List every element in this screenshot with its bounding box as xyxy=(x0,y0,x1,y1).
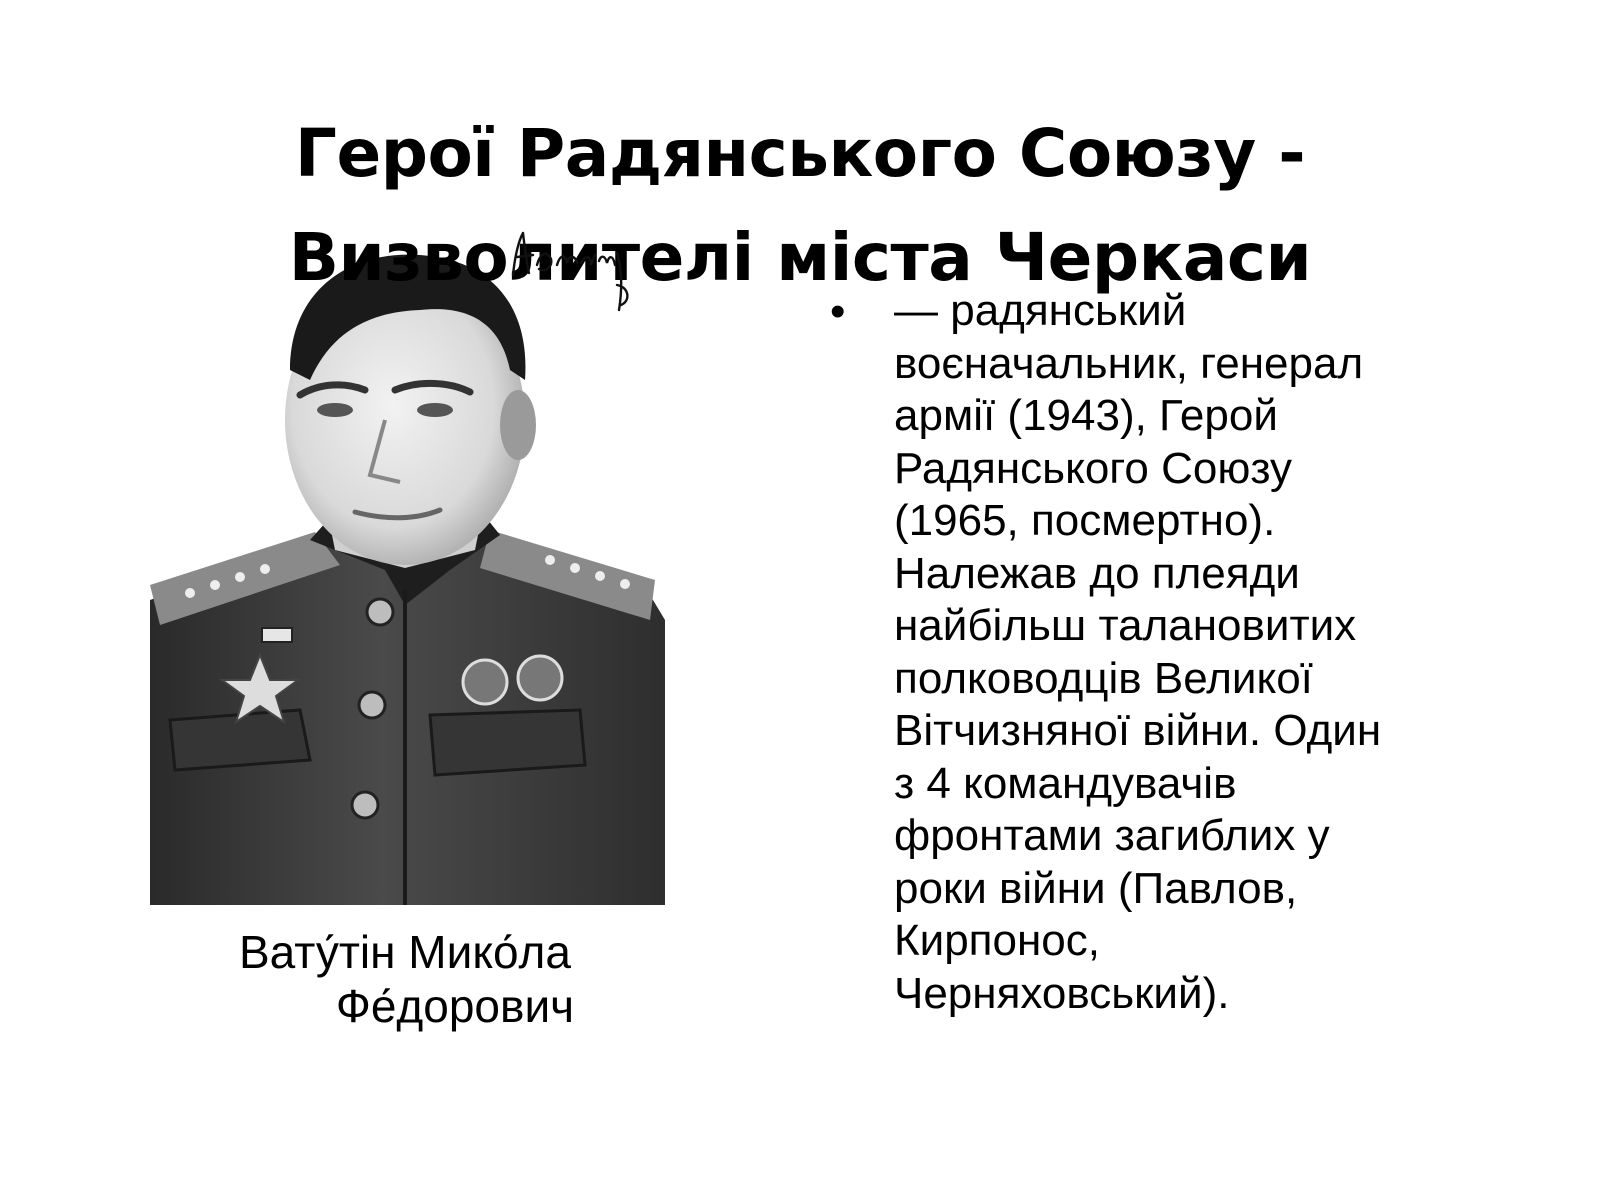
slide-title xyxy=(0,102,1600,310)
bio-text: — радянський воєначальник, генерал армії (1943), Герой Радянського Союзу (1965, посмертно). Належав до плеяди найбільш талановитих полководців Великої Вітчизняної війни. Один з 4 командувачів фронтами загиблих у роки війни (Павлов, Кирпонос, Черняховський). xyxy=(894,286,1382,1018)
portrait-photo xyxy=(150,250,665,905)
caption-line-1: Вату́тін Мико́ла xyxy=(239,926,571,978)
signature-image xyxy=(505,225,650,325)
bullet-marker: • xyxy=(830,287,846,336)
title-line-2: Визволителі міста Черкаси xyxy=(288,219,1312,297)
title-line-1: Герої Радянського Союзу - xyxy=(294,115,1306,193)
portrait-caption xyxy=(200,925,650,1033)
caption-line-2: Фе́дорович xyxy=(335,980,575,1032)
